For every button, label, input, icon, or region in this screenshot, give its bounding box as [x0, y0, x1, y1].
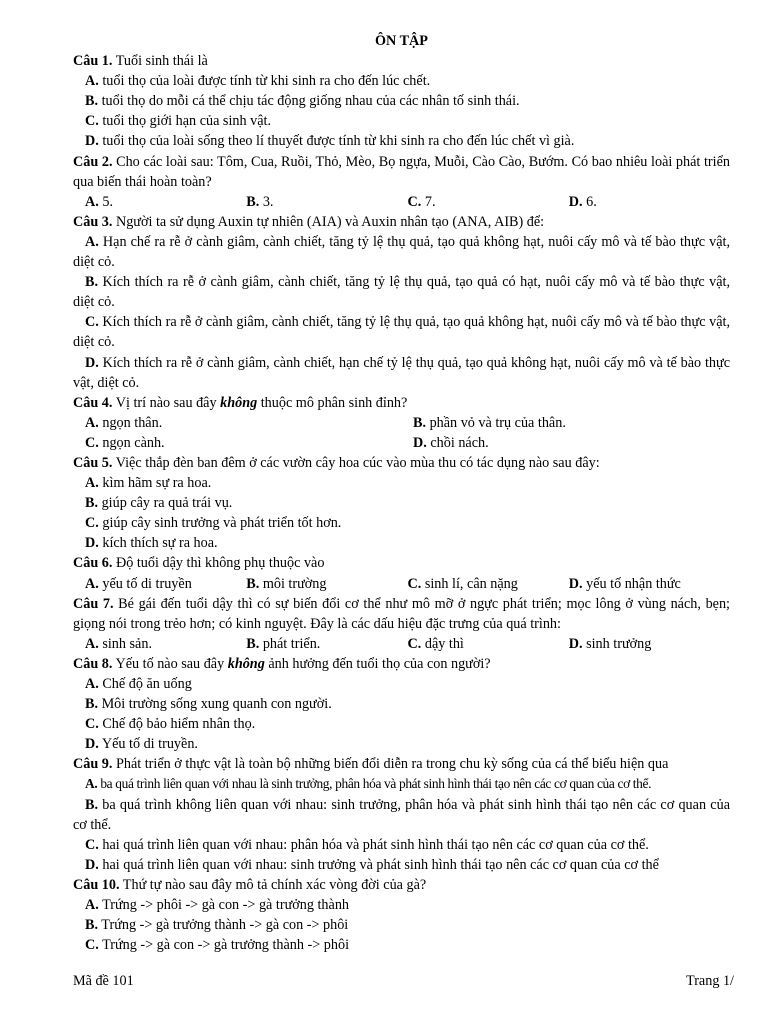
question-text: Cho các loài sau: Tôm, Cua, Ruồi, Thỏ, Mèo, Bọ ngựa, Muỗi, Cào Cào, Bướm. Có bao nhiêu loài phát triển qua biến thái hoàn toàn? — [73, 153, 730, 190]
option-4b: B. phần vỏ và trụ của thân. — [413, 414, 566, 431]
question-label: Câu 4. — [73, 394, 113, 411]
question-label: Câu 3. — [73, 213, 113, 230]
option-3d: D. Kích thích ra rễ ở cành giâm, cành chiết, hạn chế tỷ lệ thụ quả, tạo quả không hạt, nuôi cấy mô và tế bào thực vật, diệt cỏ. — [73, 354, 730, 391]
question-9 — [73, 754, 730, 774]
option-6a: A. yếu tố di truyền — [85, 575, 192, 592]
question-8: Câu 8. Yếu tố nào sau đây không ảnh hưởng đến tuổi thọ của con người? — [73, 655, 491, 672]
question-text: Thứ tự nào sau đây mô tả chính xác vòng đời của gà? — [119, 876, 427, 893]
option-9b: B. ba quá trình không liên quan với nhau: sinh trưởng, phân hóa và phát sinh hình thái tạo nên các cơ quan của cơ thể. — [73, 796, 730, 833]
question-2 — [73, 152, 730, 192]
question-label: Câu 2. — [73, 153, 113, 170]
option-9a: A. ba quá trình liên quan với nhau là sinh trưởng, phân hóa và phát sinh hình thái tạo nên các cơ quan của cơ thể. — [85, 776, 652, 792]
question-label: Câu 6. — [73, 555, 113, 572]
option-10c: C. Trứng -> gà con -> gà trưởng thành -> phôi — [85, 937, 350, 954]
question-7 — [73, 594, 730, 634]
exam-code: Mã đề 101 — [73, 973, 134, 989]
option-2c: C. 7. — [407, 193, 436, 210]
option-3c: C. Kích thích ra rễ ở cành giâm, cành chiết, tăng tỷ lệ thụ quả, tạo quả không hạt, nuôi cấy mô và tế bào thực vật, diệt cỏ. — [73, 314, 730, 351]
option-2a: A. 5. — [85, 193, 113, 210]
option-10a: A. Trứng -> phôi -> gà con -> gà trưởng thành — [85, 897, 350, 914]
option-10b: B. Trứng -> gà trưởng thành -> gà con -> phôi — [85, 917, 349, 934]
option-6d: D. yếu tố nhận thức — [568, 575, 681, 592]
question-3 — [73, 212, 730, 232]
option-8d: D. Yếu tố di truyền. — [85, 736, 198, 753]
question-label: Câu 1. — [73, 53, 113, 70]
option-8b: B. Môi trường sống xung quanh con người. — [85, 696, 332, 713]
question-label: Câu 9. — [73, 756, 113, 773]
options-row-2 — [73, 192, 730, 212]
option-9c: C. hai quá trình liên quan với nhau: phân hóa và phát sinh hình thái tạo nên các cơ quan của cơ thể. — [85, 836, 649, 853]
question-label: Câu 7. — [73, 595, 114, 612]
option-5d: D. kích thích sự ra hoa. — [85, 535, 218, 552]
option-7a: A. sinh sản. — [85, 635, 152, 652]
question-text: Người ta sử dụng Auxin tự nhiên (AIA) và Auxin nhân tạo (ANA, AIB) để: — [112, 213, 545, 230]
option-8c: C. Chế độ bảo hiểm nhân thọ. — [85, 716, 256, 733]
option-1a: A. tuổi thọ của loài được tính từ khi sinh ra cho đến lúc chết. — [85, 73, 431, 90]
question-10 — [73, 875, 730, 895]
question-text: Tuổi sinh thái là — [112, 53, 208, 70]
options-row-4b — [73, 433, 730, 453]
option-5a: A. kìm hãm sự ra hoa. — [85, 475, 212, 492]
option-1c: C. tuổi thọ giới hạn của sinh vật. — [85, 113, 272, 130]
option-3a: A. Hạn chế ra rễ ở cành giâm, cành chiết, tăng tỷ lệ thụ quả, tạo quả không hạt, nuôi cấy mô và tế bào thực vật, diệt cỏ. — [73, 233, 730, 271]
option-6b: B. môi trường — [246, 575, 327, 592]
options-row-6 — [73, 574, 730, 594]
option-2d: D. 6. — [568, 193, 597, 210]
emphasis: không — [220, 394, 258, 411]
option-9d: D. hai quá trình liên quan với nhau: sinh trưởng và phát sinh hình thái tạo nên các cơ quan của cơ thể — [85, 856, 659, 873]
option-4d: D. chồi nách. — [413, 434, 489, 451]
page-footer — [73, 971, 734, 991]
option-7d: D. sinh trưởng — [568, 635, 652, 652]
page-title: ÔN TẬP — [375, 33, 428, 49]
question-text: Độ tuổi dậy thì không phụ thuộc vào — [112, 555, 325, 572]
question-6 — [73, 553, 730, 573]
emphasis: không — [227, 655, 265, 672]
question-1 — [73, 51, 730, 71]
question-label: Câu 8. — [73, 655, 113, 672]
question-text: Phát triển ở thực vật là toàn bộ những biến đổi diễn ra trong chu kỳ sống của cá thể biểu hiện qua — [112, 756, 669, 773]
page-number: Trang 1/ — [686, 973, 734, 989]
option-5b: B. giúp cây ra quả trái vụ. — [85, 495, 233, 512]
option-2b: B. 3. — [246, 193, 274, 210]
question-text: Việc thắp đèn ban đêm ở các vườn cây hoa cúc vào mùa thu có tác dụng nào sau đây: — [112, 454, 600, 471]
option-5c: C. giúp cây sinh trưởng và phát triển tốt hơn. — [85, 515, 342, 532]
question-label: Câu 5. — [73, 454, 113, 471]
option-7c: C. dậy thì — [407, 635, 464, 652]
option-4c: C. ngọn cành. — [85, 434, 165, 451]
option-4a: A. ngọn thân. — [85, 414, 163, 431]
question-4: Câu 4. Vị trí nào sau đây không thuộc mô phân sinh đỉnh? — [73, 394, 408, 411]
question-5 — [73, 453, 730, 473]
options-row-4a — [73, 413, 730, 433]
option-8a: A. Chế độ ăn uống — [85, 676, 192, 692]
options-row-7 — [73, 634, 730, 654]
option-1d: D. tuổi thọ của loài sống theo lí thuyết được tính từ khi sinh ra cho đến lúc chết vì già. — [85, 133, 575, 150]
question-text: Bé gái đến tuổi dậy thì có sự biến đổi cơ thể như mô mỡ ở ngực phát triển; mọc lông ở vùng nách, bẹn; giọng nói trong trẻo hơn; có kinh nguyệt. Đây là các dấu hiệu đặc trưng của quá trình: — [73, 595, 730, 632]
option-1b: B. tuổi thọ do mỗi cá thể chịu tác động giống nhau của các nhân tố sinh thái. — [85, 93, 520, 110]
option-7b: B. phát triển. — [246, 635, 321, 652]
option-3b: B. Kích thích ra rễ ở cành giâm, cành chiết, tăng tỷ lệ thụ quả, tạo quả có hạt, nuôi cấy mô và tế bào thực vật, diệt cỏ. — [73, 274, 730, 311]
exam-page — [73, 31, 730, 955]
question-label: Câu 10. — [73, 876, 120, 893]
option-6c: C. sinh lí, cân nặng — [407, 575, 518, 592]
